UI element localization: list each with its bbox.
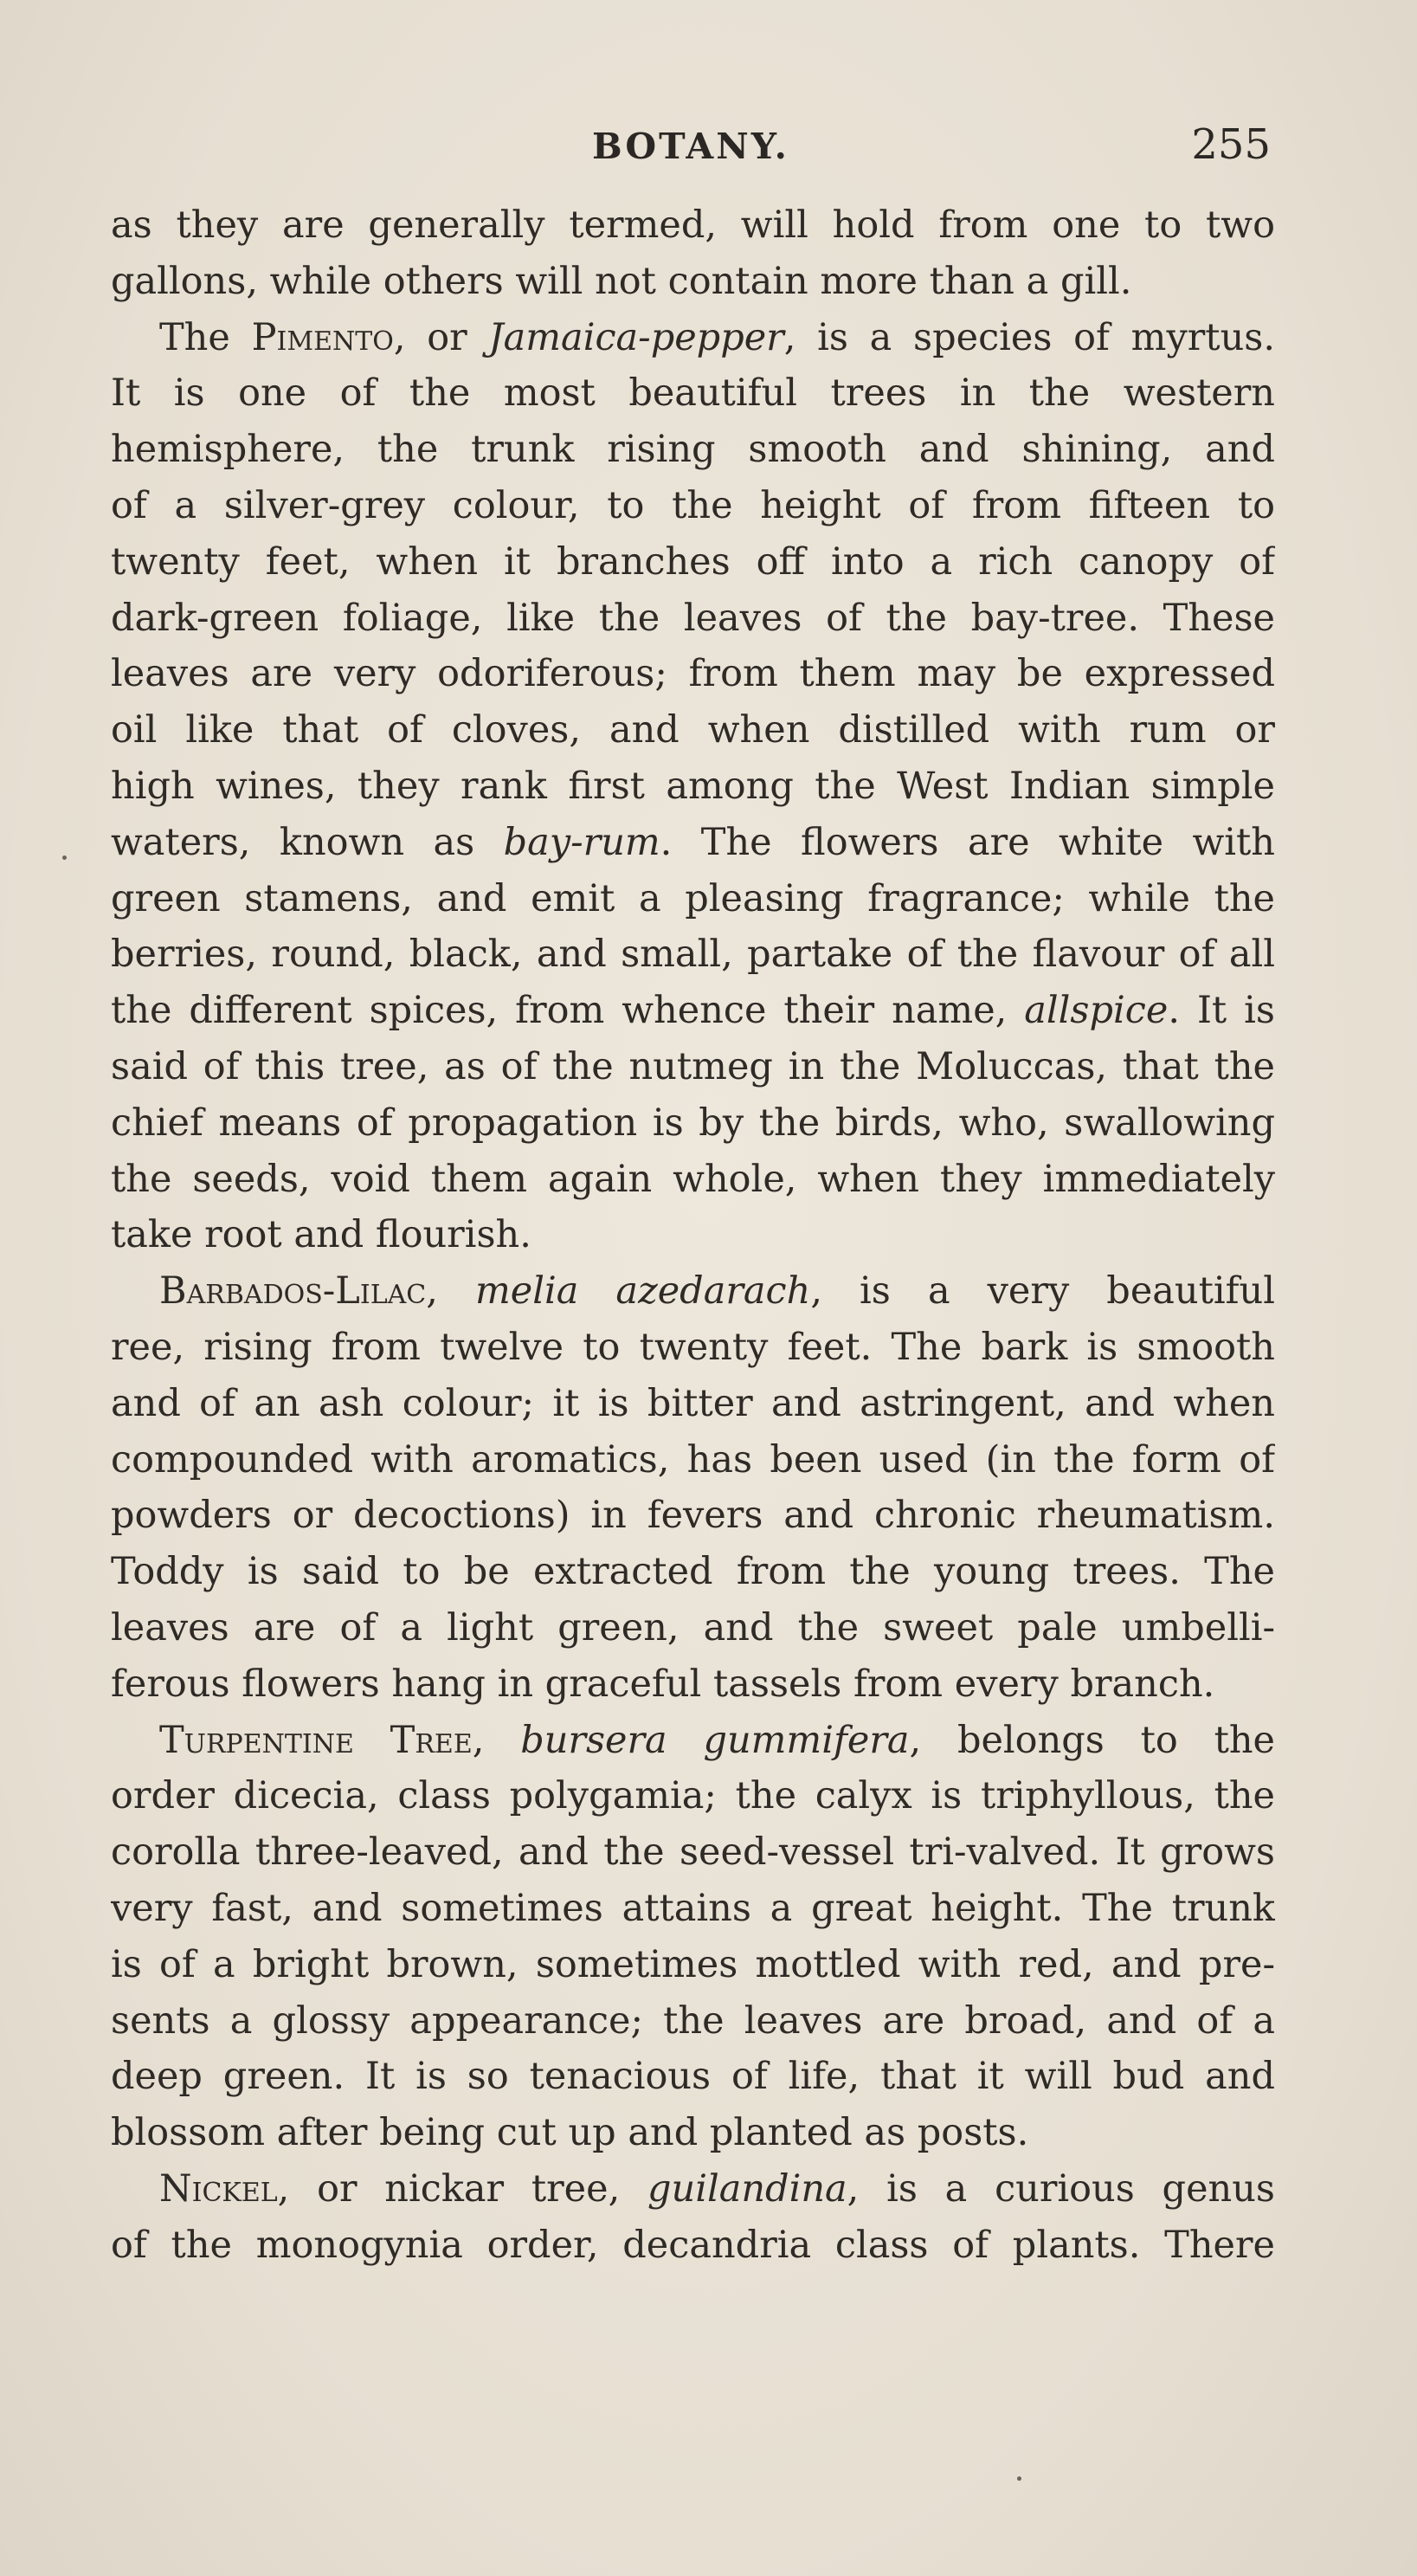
text-span: dark-green foliage, like the leaves of the bay-tree. These: [111, 596, 1275, 640]
text-span: twenty feet, when it branches off into a rich canopy of: [111, 539, 1275, 584]
text-span: hemisphere, the trunk rising smooth and shining, and: [111, 428, 1275, 472]
text-line: [111, 1881, 1275, 1937]
text-span: , or nickar tree,: [277, 2166, 647, 2211]
text-span: The: [159, 315, 252, 359]
text-line: [111, 1937, 1275, 1993]
italic-term: melia azedarach: [475, 1269, 811, 1314]
text-line: [111, 1207, 1275, 1263]
text-span: blossom after being cut up and planted as posts.: [111, 2111, 1029, 2155]
page-number: 255: [1191, 120, 1271, 169]
text-span: order dicecia, class polygamia; the calyx is triphyllous, the: [111, 1774, 1275, 1818]
text-line: [111, 1600, 1275, 1656]
text-span: . It is: [1168, 989, 1275, 1033]
text-line: [111, 1095, 1275, 1152]
italic-term: bay-rum: [503, 820, 660, 864]
text-span: said of this tree, as of the nutmeg in the Moluccas, that the: [111, 1044, 1275, 1088]
text-line: [111, 926, 1275, 983]
text-line: [111, 2105, 1275, 2161]
text-span: green stamens, and emit a pleasing fragrance; while the: [111, 876, 1275, 920]
text-line: [111, 702, 1275, 759]
text-span: of a silver-grey colour, to the height of from fifteen to: [111, 483, 1275, 527]
text-span: ,: [426, 1269, 475, 1314]
text-span: of the monogynia order, decandria class of plants. There: [111, 2223, 1275, 2267]
text-span: take root and flourish.: [111, 1213, 531, 1257]
page-header: [111, 117, 1271, 178]
text-line: [111, 983, 1275, 1039]
text-span: very fast, and sometimes attains a great height. The trunk: [111, 1886, 1275, 1930]
text-span: ferous flowers hang in graceful tassels from every branch.: [111, 1662, 1215, 1706]
text-line: [111, 197, 1275, 254]
entry-heading: Turpentine Tree: [159, 1718, 473, 1762]
text-span: leaves are of a light green, and the sweet pale umbelli-: [111, 1605, 1275, 1650]
entry-heading: Pimento: [251, 315, 394, 359]
text-line: [111, 1824, 1275, 1881]
text-line: [111, 1263, 1275, 1320]
text-line: [111, 1768, 1275, 1824]
text-span: , is a species of myrtus.: [783, 315, 1275, 359]
text-span: , is a curious genus: [847, 2166, 1275, 2211]
text-span: It is one of the most beautiful trees in the western: [111, 371, 1275, 416]
entry-heading: Barbados-Lilac: [159, 1269, 427, 1314]
text-line: [111, 2161, 1275, 2218]
text-span: , belongs to the: [909, 1718, 1275, 1762]
text-span: deep green. It is so tenacious of life, that it will bud and: [111, 2055, 1275, 2099]
text-line: [111, 646, 1275, 702]
text-line: [111, 759, 1275, 815]
text-line: [111, 422, 1275, 478]
text-line: [111, 2218, 1275, 2274]
text-span: as they are generally termed, will hold from one to two: [111, 203, 1275, 247]
text-line: [111, 1432, 1275, 1488]
text-line: [111, 1713, 1275, 1769]
text-line: [111, 1376, 1275, 1432]
text-line: [111, 815, 1275, 871]
entry-heading: Nickel: [159, 2166, 278, 2211]
text-span: waters, known as: [111, 820, 504, 864]
text-span: high wines, they rank first among the West Indian simple: [111, 764, 1275, 808]
text-span: powders or decoctions) in fevers and chronic rheumatism.: [111, 1494, 1275, 1538]
text-span: oil like that of cloves, and when distilled with rum or: [111, 708, 1275, 752]
margin-speck: [1017, 2476, 1021, 2481]
body-text: [111, 197, 1275, 2273]
margin-speck: [62, 855, 67, 860]
text-span: sents a glossy appearance; the leaves are broad, and of a: [111, 1998, 1275, 2043]
text-span: Toddy is said to be extracted from the young trees. The: [111, 1550, 1275, 1594]
text-line: [111, 1488, 1275, 1544]
text-span: , is a very beautiful: [810, 1269, 1275, 1314]
text-span: ,: [472, 1718, 521, 1762]
text-line: [111, 365, 1275, 422]
text-line: [111, 310, 1275, 366]
text-span: chief means of propagation is by the birds, who, swallowing: [111, 1101, 1275, 1145]
italic-term: bursera gummifera: [520, 1718, 910, 1762]
running-head: BOTANY.: [592, 126, 789, 167]
text-span: the seeds, void them again whole, when they immediately: [111, 1157, 1275, 1201]
text-line: [111, 1152, 1275, 1208]
text-line: [111, 1544, 1275, 1600]
text-line: [111, 254, 1275, 310]
text-span: . The flowers are white with: [660, 820, 1275, 864]
text-line: [111, 1993, 1275, 2050]
text-line: [111, 478, 1275, 534]
text-line: [111, 534, 1275, 591]
text-line: [111, 1039, 1275, 1095]
text-line: [111, 2049, 1275, 2105]
italic-term: allspice: [1024, 989, 1169, 1033]
text-span: gallons, while others will not contain more than a gill.: [111, 259, 1132, 303]
italic-term: guilandina: [647, 2166, 847, 2211]
text-line: [111, 1656, 1275, 1713]
text-span: corolla three-leaved, and the seed-vessel tri-valved. It grows: [111, 1830, 1275, 1875]
text-line: [111, 591, 1275, 647]
text-span: is of a bright brown, sometimes mottled with red, and pre-: [111, 1942, 1275, 1986]
text-span: berries, round, black, and small, partake of the flavour of all: [111, 933, 1275, 977]
text-line: [111, 1320, 1275, 1376]
text-span: ree, rising from twelve to twenty feet. The bark is smooth: [111, 1325, 1275, 1369]
text-line: [111, 871, 1275, 927]
italic-term: Jamaica-pepper: [488, 315, 784, 359]
text-span: , or: [393, 315, 489, 359]
text-span: the different spices, from whence their name,: [111, 989, 1025, 1033]
text-span: and of an ash colour; it is bitter and astringent, and when: [111, 1381, 1275, 1425]
text-span: compounded with aromatics, has been used (in the form of: [111, 1437, 1275, 1482]
text-span: leaves are very odoriferous; from them may be expressed: [111, 652, 1275, 696]
